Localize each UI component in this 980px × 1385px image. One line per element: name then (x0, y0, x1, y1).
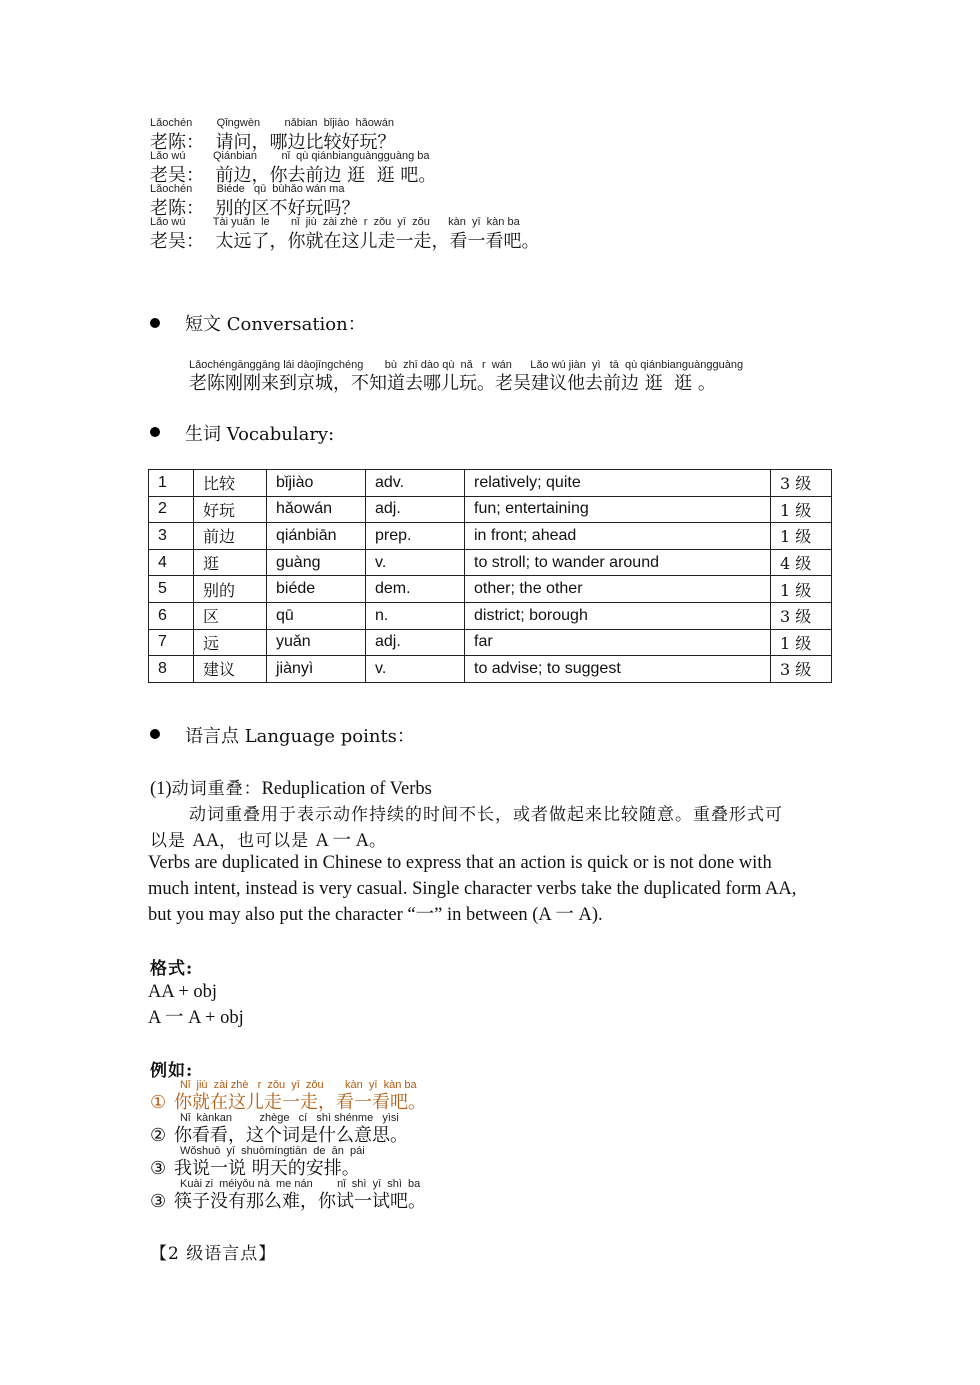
cell-english: in front; ahead (465, 523, 771, 550)
zh-fragment-aa: AA (192, 831, 220, 851)
cell-num: 6 (149, 602, 194, 629)
cell-level: 1 级 (771, 496, 832, 523)
cell-level: 4 级 (771, 549, 832, 576)
cell-english: other; the other (465, 576, 771, 603)
cell-num: 2 (149, 496, 194, 523)
cell-english: district; borough (465, 602, 771, 629)
example-text: 我说一说 明天的安排。 (174, 1158, 360, 1179)
cell-english: far (465, 629, 771, 656)
example-line (150, 1154, 360, 1180)
cell-num: 8 (149, 656, 194, 683)
table-row (149, 656, 832, 683)
cell-num: 3 (149, 523, 194, 550)
cell-num: 1 (149, 470, 194, 497)
example-text: 筷子没有那么难，你试一试吧。 (174, 1191, 426, 1212)
language-point-subtitle (150, 774, 432, 802)
cell-pos: v. (366, 549, 465, 576)
cell-pos: n. (366, 602, 465, 629)
bullet-icon (150, 427, 160, 437)
conversation-text: 老陈刚刚来到京城，不知道去哪儿玩。老吴建议他去前边 逛 逛 。 (189, 373, 716, 394)
example-line (150, 1088, 426, 1114)
explanation-en-line2: much intent, instead is very casual. Single character verbs take the duplicated form AA, (148, 879, 797, 899)
cell-pos: v. (366, 656, 465, 683)
example-text: 你看看，这个词是什么意思。 (174, 1125, 408, 1146)
dialogue-line-3: 老陈： 别的区不好玩吗？ (150, 198, 360, 219)
cell-level: 3 级 (771, 470, 832, 497)
table-row (149, 549, 832, 576)
cell-pos: dem. (366, 576, 465, 603)
cell-hanzi: 好玩 (194, 496, 267, 523)
zh-fragment: 以是 (150, 831, 193, 851)
zh-fragment-a-yi-a: A 一 A (315, 831, 369, 851)
example-pinyin: Kuài zi méiyǒu nà me nán nǐ shì yī shì ba (180, 1178, 421, 1190)
cell-pos: adv. (366, 470, 465, 497)
example-text: 你就在这儿走一走，看一看吧。 (174, 1092, 426, 1113)
cell-num: 7 (149, 629, 194, 656)
example-number: ③ (150, 1191, 167, 1212)
zh-fragment: 。 (369, 831, 387, 851)
cell-english: to stroll; to wander around (465, 549, 771, 576)
cell-pos: adj. (366, 496, 465, 523)
zh-fragment: ，也可以是 (219, 831, 316, 851)
example-pinyin: Nǐ jiù zài zhè r zǒu yī zǒu kàn yī kàn ba (180, 1079, 417, 1091)
conversation-heading: 短文 Conversation： (185, 314, 366, 335)
explanation-en-line3: but you may also put the character “一” in between (A 一 A). (148, 905, 603, 925)
example-number: ② (150, 1125, 167, 1146)
cell-english: to advise; to suggest (465, 656, 771, 683)
explanation-zh-line1: 动词重叠用于表示动作持续的时间不长，或者做起来比较随意。重叠形式可 (189, 805, 783, 825)
cell-pos: adj. (366, 629, 465, 656)
cell-pinyin: qiánbiān (267, 523, 366, 550)
table-row (149, 496, 832, 523)
dialogue-line-1: 老陈： 请问，哪边比较好玩？ (150, 132, 396, 153)
level-tag: 【2 级语言点】 (150, 1244, 277, 1264)
cell-hanzi: 逛 (194, 549, 267, 576)
example-pinyin: Nǐ kànkan zhège cí shì shénme yìsi (180, 1112, 399, 1124)
conversation-pinyin: Lǎochéngānggāng lái dàojīngchéng bù zhī dào qù nǎ r wán Lǎo wú jiàn yì tā qù qiánbianguàngguàng (189, 359, 744, 371)
examples-label: 例如: (150, 1061, 194, 1081)
cell-hanzi: 建议 (194, 656, 267, 683)
cell-num: 4 (149, 549, 194, 576)
cell-pinyin: hǎowán (267, 496, 366, 523)
dialogue-line-4: 老吴： 太远了，你就在这儿走一走，看一看吧。 (150, 231, 540, 252)
table-row (149, 629, 832, 656)
example-number: ③ (150, 1158, 167, 1179)
vocabulary-table (148, 469, 832, 683)
cell-english: fun; entertaining (465, 496, 771, 523)
cell-level: 1 级 (771, 576, 832, 603)
dialogue-pinyin-1: Lǎochén Qǐngwèn nǎbian bǐjiào hǎowán (150, 117, 394, 129)
cell-english: relatively; quite (465, 470, 771, 497)
cell-level: 3 级 (771, 602, 832, 629)
language-points-heading: 语言点 Language points： (185, 726, 415, 747)
example-line (150, 1121, 408, 1147)
cell-pinyin: jiànyì (267, 656, 366, 683)
table-row (149, 576, 832, 603)
subtitle-english: Reduplication of Verbs (261, 779, 432, 799)
example-line (150, 1187, 426, 1213)
vocabulary-heading: 生词 Vocabulary: (185, 424, 335, 445)
table-row (149, 523, 832, 550)
cell-hanzi: 别的 (194, 576, 267, 603)
example-pinyin: Wǒshuō yī shuōmíngtiān de ān pái (180, 1145, 365, 1157)
format-label: 格式: (150, 959, 194, 979)
subtitle-chinese: 动词重叠： (171, 779, 262, 799)
format-1: AA + obj (148, 982, 218, 1002)
cell-hanzi: 比较 (194, 470, 267, 497)
cell-pinyin: guàng (267, 549, 366, 576)
explanation-en-line1: Verbs are duplicated in Chinese to express that an action is quick or is not done with (148, 853, 772, 873)
bullet-icon (150, 729, 160, 739)
cell-hanzi: 区 (194, 602, 267, 629)
cell-pinyin: qū (267, 602, 366, 629)
cell-num: 5 (149, 576, 194, 603)
cell-level: 3 级 (771, 656, 832, 683)
example-number: ① (150, 1092, 167, 1113)
cell-level: 1 级 (771, 629, 832, 656)
cell-pinyin: biéde (267, 576, 366, 603)
cell-pinyin: bǐjiào (267, 470, 366, 497)
bullet-icon (150, 318, 160, 328)
table-row (149, 602, 832, 629)
format-2: A 一 A + obj (148, 1008, 244, 1028)
dialogue-pinyin-3: Lǎochén Biéde qū bùhǎo wán ma (150, 183, 345, 195)
dialogue-pinyin-2: Lǎo wú Qiánbian nǐ qù qiánbianguàngguàng ba (150, 150, 430, 162)
cell-pos: prep. (366, 523, 465, 550)
dialogue-pinyin-4: Lǎo wú Tài yuǎn le nǐ jiù zài zhè r zǒu yī zǒu kàn yī kàn ba (150, 216, 520, 228)
cell-hanzi: 前边 (194, 523, 267, 550)
cell-level: 1 级 (771, 523, 832, 550)
cell-hanzi: 远 (194, 629, 267, 656)
cell-pinyin: yuǎn (267, 629, 366, 656)
dialogue-line-2: 老吴： 前边，你去前边 逛 逛 吧。 (150, 165, 437, 186)
table-row (149, 470, 832, 497)
subtitle-number: (1) (150, 779, 172, 799)
